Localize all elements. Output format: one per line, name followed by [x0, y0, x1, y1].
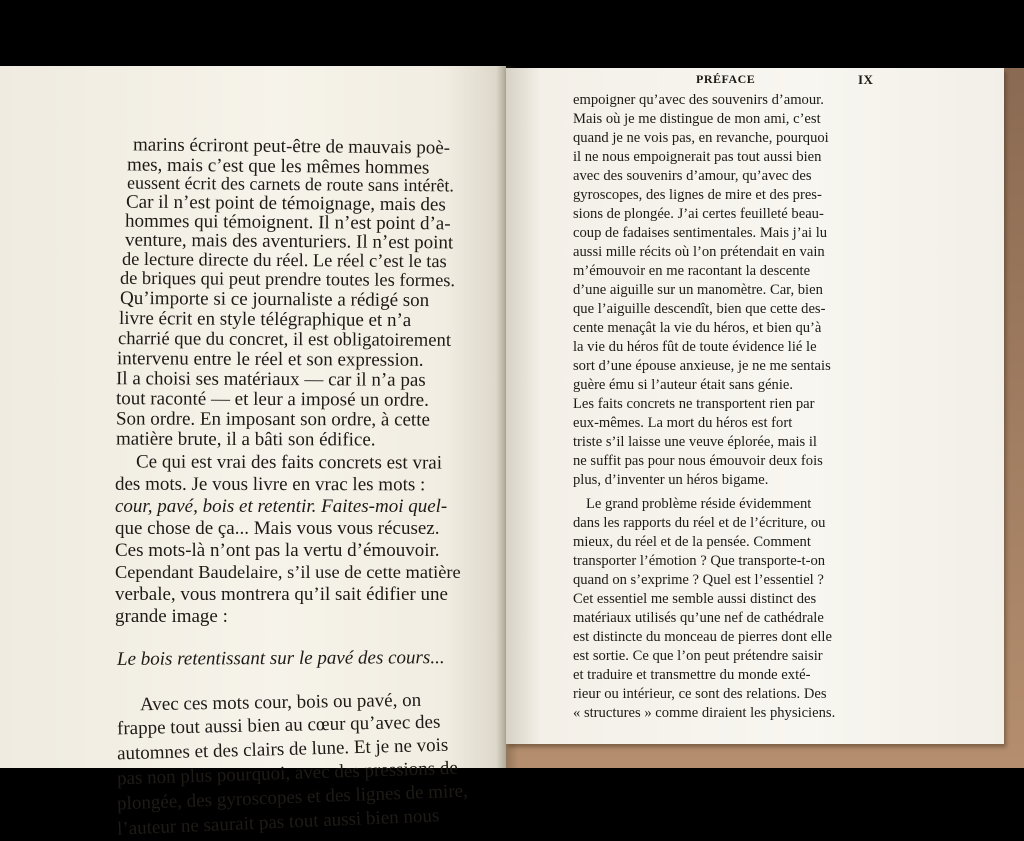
left-line-2: mes, mais c’est que les mêmes hommes — [126, 154, 430, 179]
left-line-21: Ces mots-là n’ont pas la vertu d’émouvoir. — [115, 540, 440, 561]
left-line-16: matière brute, il a bâti son édifice. — [115, 428, 376, 451]
right-line-11: d’une aiguille sur un manomètre. Car, bien — [573, 282, 823, 298]
left-quote-line: Le bois retentissant sur le pavé des cours... — [116, 647, 445, 670]
right-line-26: quand on s’exprime ? Quel est l’essentiel ? — [573, 572, 824, 588]
left-line-1: marins écriront peut-être de mauvais poè- — [132, 134, 451, 159]
left-line-22: Cependant Baudelaire, s’il use de cette matière — [115, 562, 461, 582]
page-number: IX — [858, 72, 874, 87]
left-line-18: des mots. Je vous livre en vrac les mots : — [114, 473, 426, 496]
left-line-8: de briques qui peut prendre toutes les formes. — [119, 267, 456, 291]
right-line-4: il ne nous empoignerait pas tout aussi bien — [573, 149, 822, 165]
right-line-30: est sortie. Ce que l’on peut prétendre saisir — [573, 648, 823, 664]
right-line-21: plus, d’inventer un héros bigame. — [573, 472, 769, 488]
right-line-1: empoigner qu’avec des souvenirs d’amour. — [573, 92, 824, 108]
left-line-10: livre écrit en style télégraphique et n’a — [118, 307, 412, 332]
left-line-27: frappe tout aussi bien au cœur qu’avec des — [116, 711, 441, 740]
left-line-12: intervenu entre le réel et son expression. — [116, 348, 424, 371]
left-line-17: Ce qui est vrai des faits concrets est vrai — [135, 451, 443, 474]
left-line-4: Car il n’est point de témoignage, mais des — [125, 191, 446, 216]
right-line-27: Cet essentiel me semble aussi distinct des — [573, 591, 817, 607]
right-line-31: et traduire et transmettre du monde exté- — [573, 667, 811, 683]
right-line-2: Mais où je me distingue de mon ami, c’est — [573, 111, 821, 127]
right-page — [506, 68, 1004, 744]
right-page-text — [506, 68, 1004, 744]
right-line-12: que l’aiguille descendît, bien que cette des- — [573, 301, 826, 317]
left-line-14: tout raconté — et leur a imposé un ordre. — [115, 388, 429, 411]
right-line-16: guère ému si l’auteur était sans génie. — [573, 377, 794, 393]
left-line-19: cour, pavé, bois et retentir. Faites-moi quel- — [115, 496, 448, 517]
right-line-32: rieur ou intérieur, ce sont des relations. Des — [573, 686, 827, 702]
right-line-29: est distincte du monceau de pierres dont elle — [573, 629, 832, 645]
right-line-20: ne suffit pas pour nous émouvoir deux fois — [573, 453, 823, 469]
right-line-14: la vie du héros fût de toute évidence lié le — [573, 339, 817, 355]
left-line-31: l’auteur ne saurait pas tout aussi bien nous — [116, 805, 440, 840]
left-line-20: que chose de ça... Mais vous vous récusez. — [115, 518, 440, 539]
right-line-18: eux-mêmes. La mort du héros est fort — [573, 415, 793, 431]
left-line-11: charrié que du concret, il est obligatoirement — [117, 328, 452, 351]
right-line-22: Le grand problème réside évidemment — [586, 496, 812, 512]
right-line-6: gyroscopes, des lignes de mire et des pres- — [573, 187, 822, 203]
right-line-19: triste s’il laisse une veuve éplorée, mais il — [573, 434, 817, 450]
right-line-23: dans les rapports du réel et de l’écriture, ou — [573, 515, 826, 531]
left-line-13: Il a choisi ses matériaux — car il n’a pas — [115, 368, 426, 391]
right-line-24: mieux, du réel et de la pensée. Comment — [573, 534, 811, 550]
right-line-17: Les faits concrets ne transportent rien par — [573, 396, 815, 412]
right-line-8: coup de fadaises sentimentales. Mais j’ai lu — [573, 225, 828, 241]
left-line-23: verbale, vous montrera qu’il sait édifier une — [115, 584, 448, 605]
right-line-9: aussi mille récits où l’on prétendait en vain — [573, 244, 825, 260]
right-line-28: matériaux utilisés qu’une nef de cathédrale — [573, 610, 824, 626]
right-line-25: transporter l’émotion ? Que transporte-t-on — [573, 553, 826, 569]
right-line-7: sions de plongée. J’ai certes feuilleté beau- — [573, 206, 824, 222]
left-line-26: Avec ces mots cour, bois ou pavé, on — [139, 689, 422, 716]
right-line-3: quand je ne vois pas, en revanche, pourquoi — [573, 130, 829, 146]
right-line-15: sort d’une épouse anxieuse, je ne me sentais — [573, 358, 831, 374]
left-line-9: Qu’importe si ce journaliste a rédigé son — [119, 287, 430, 312]
left-line-6: venture, mais des aventuriers. Il n’est point — [124, 229, 454, 254]
left-line-15: Son ordre. En imposant son ordre, à cette — [115, 408, 430, 431]
left-page-text — [0, 66, 506, 840]
left-line-7: de lecture directe du réel. Le réel c’est le tas — [121, 248, 447, 272]
right-line-13: cente menaçât la vie du héros, et bien qu’à — [573, 320, 822, 336]
right-line-5: avec des souvenirs d’amour, qu’avec des — [573, 168, 812, 184]
right-line-33: « structures » comme diraient les physiciens. — [573, 705, 836, 721]
left-page — [0, 66, 506, 840]
left-line-5: hommes qui témoignent. Il n’est point d’a- — [124, 210, 451, 235]
right-line-10: m’émouvoir en me racontant la descente — [573, 263, 811, 279]
left-line-29: pas non plus pourquoi, avec des pressions de — [116, 757, 459, 790]
left-line-30: plongée, des gyroscopes et des lignes de mire, — [116, 780, 469, 815]
left-line-24: grande image : — [115, 606, 228, 627]
running-header: PRÉFACE — [696, 72, 756, 86]
left-line-28: automnes et des clairs de lune. Et je ne vois — [116, 734, 449, 765]
left-line-3: eussent écrit des carnets de route sans intérêt. — [126, 172, 454, 196]
